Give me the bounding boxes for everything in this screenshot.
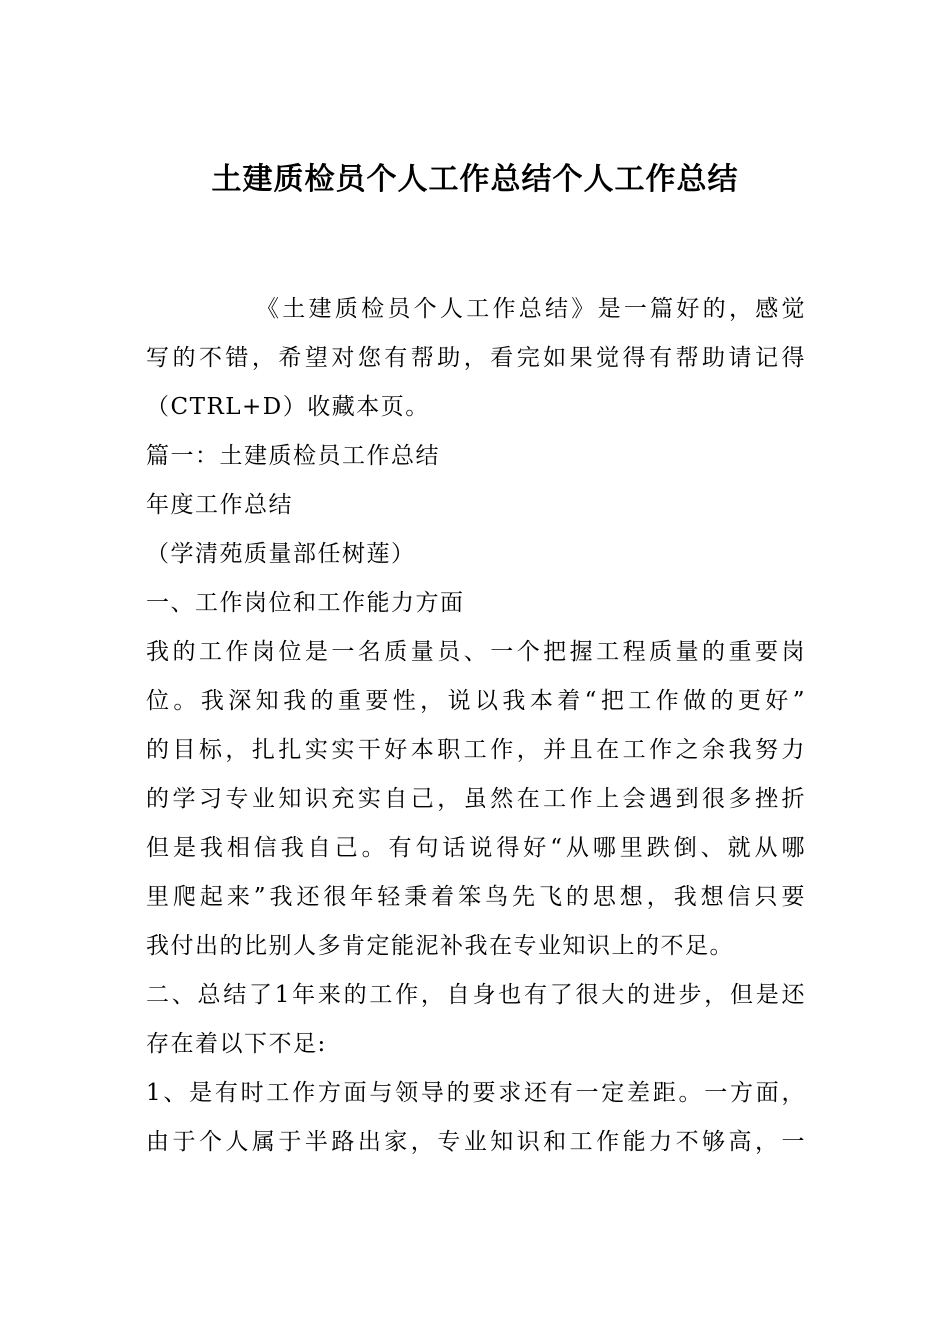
section-heading: 一、工作岗位和工作能力方面 [146, 590, 465, 616]
paragraph-line: 的学习专业知识充实自己，虽然在工作上会遇到很多挫折 [146, 786, 806, 812]
paragraph-line: 我付出的比别人多肯定能泥补我在专业知识上的不足。 [146, 933, 734, 959]
section-heading: 篇一：土建质检员工作总结 [146, 443, 440, 469]
paragraph-line: 《土建质检员个人工作总结》是一篇好的，感觉 [256, 296, 806, 322]
paragraph-line: 1、是有时工作方面与领导的要求还有一定差距。一方面， [146, 1080, 806, 1106]
paragraph-line: 里爬起来”我还很年轻秉着笨鸟先飞的思想，我想信只要 [146, 884, 806, 910]
paragraph-line: 写的不错，希望对您有帮助，看完如果觉得有帮助请记得 [146, 345, 806, 371]
paragraph-line: 我的工作岗位是一名质量员、一个把握工程质量的重要岗 [146, 639, 806, 665]
paragraph-line: 年度工作总结 [146, 492, 293, 518]
paragraph-line: 的目标，扎扎实实干好本职工作，并且在工作之余我努力 [146, 737, 806, 763]
document-body [146, 285, 806, 1167]
paragraph-line: 存在着以下不足: [146, 1031, 327, 1057]
paragraph-line: （CTRL+D）收藏本页。 [146, 394, 430, 420]
paragraph-line: 但是我相信我自己。有句话说得好“从哪里跌倒、就从哪 [146, 835, 806, 861]
paragraph-line: 位。我深知我的重要性，说以我本着“把工作做的更好” [146, 688, 806, 714]
paragraph-line: 由于个人属于半路出家，专业知识和工作能力不够高，一 [146, 1129, 806, 1155]
paragraph-line: （学清苑质量部任树莲） [146, 541, 416, 567]
document-title: 土建质检员个人工作总结个人工作总结 [211, 162, 739, 197]
section-heading: 二、总结了1年来的工作，自身也有了很大的进步，但是还 [146, 982, 806, 1008]
